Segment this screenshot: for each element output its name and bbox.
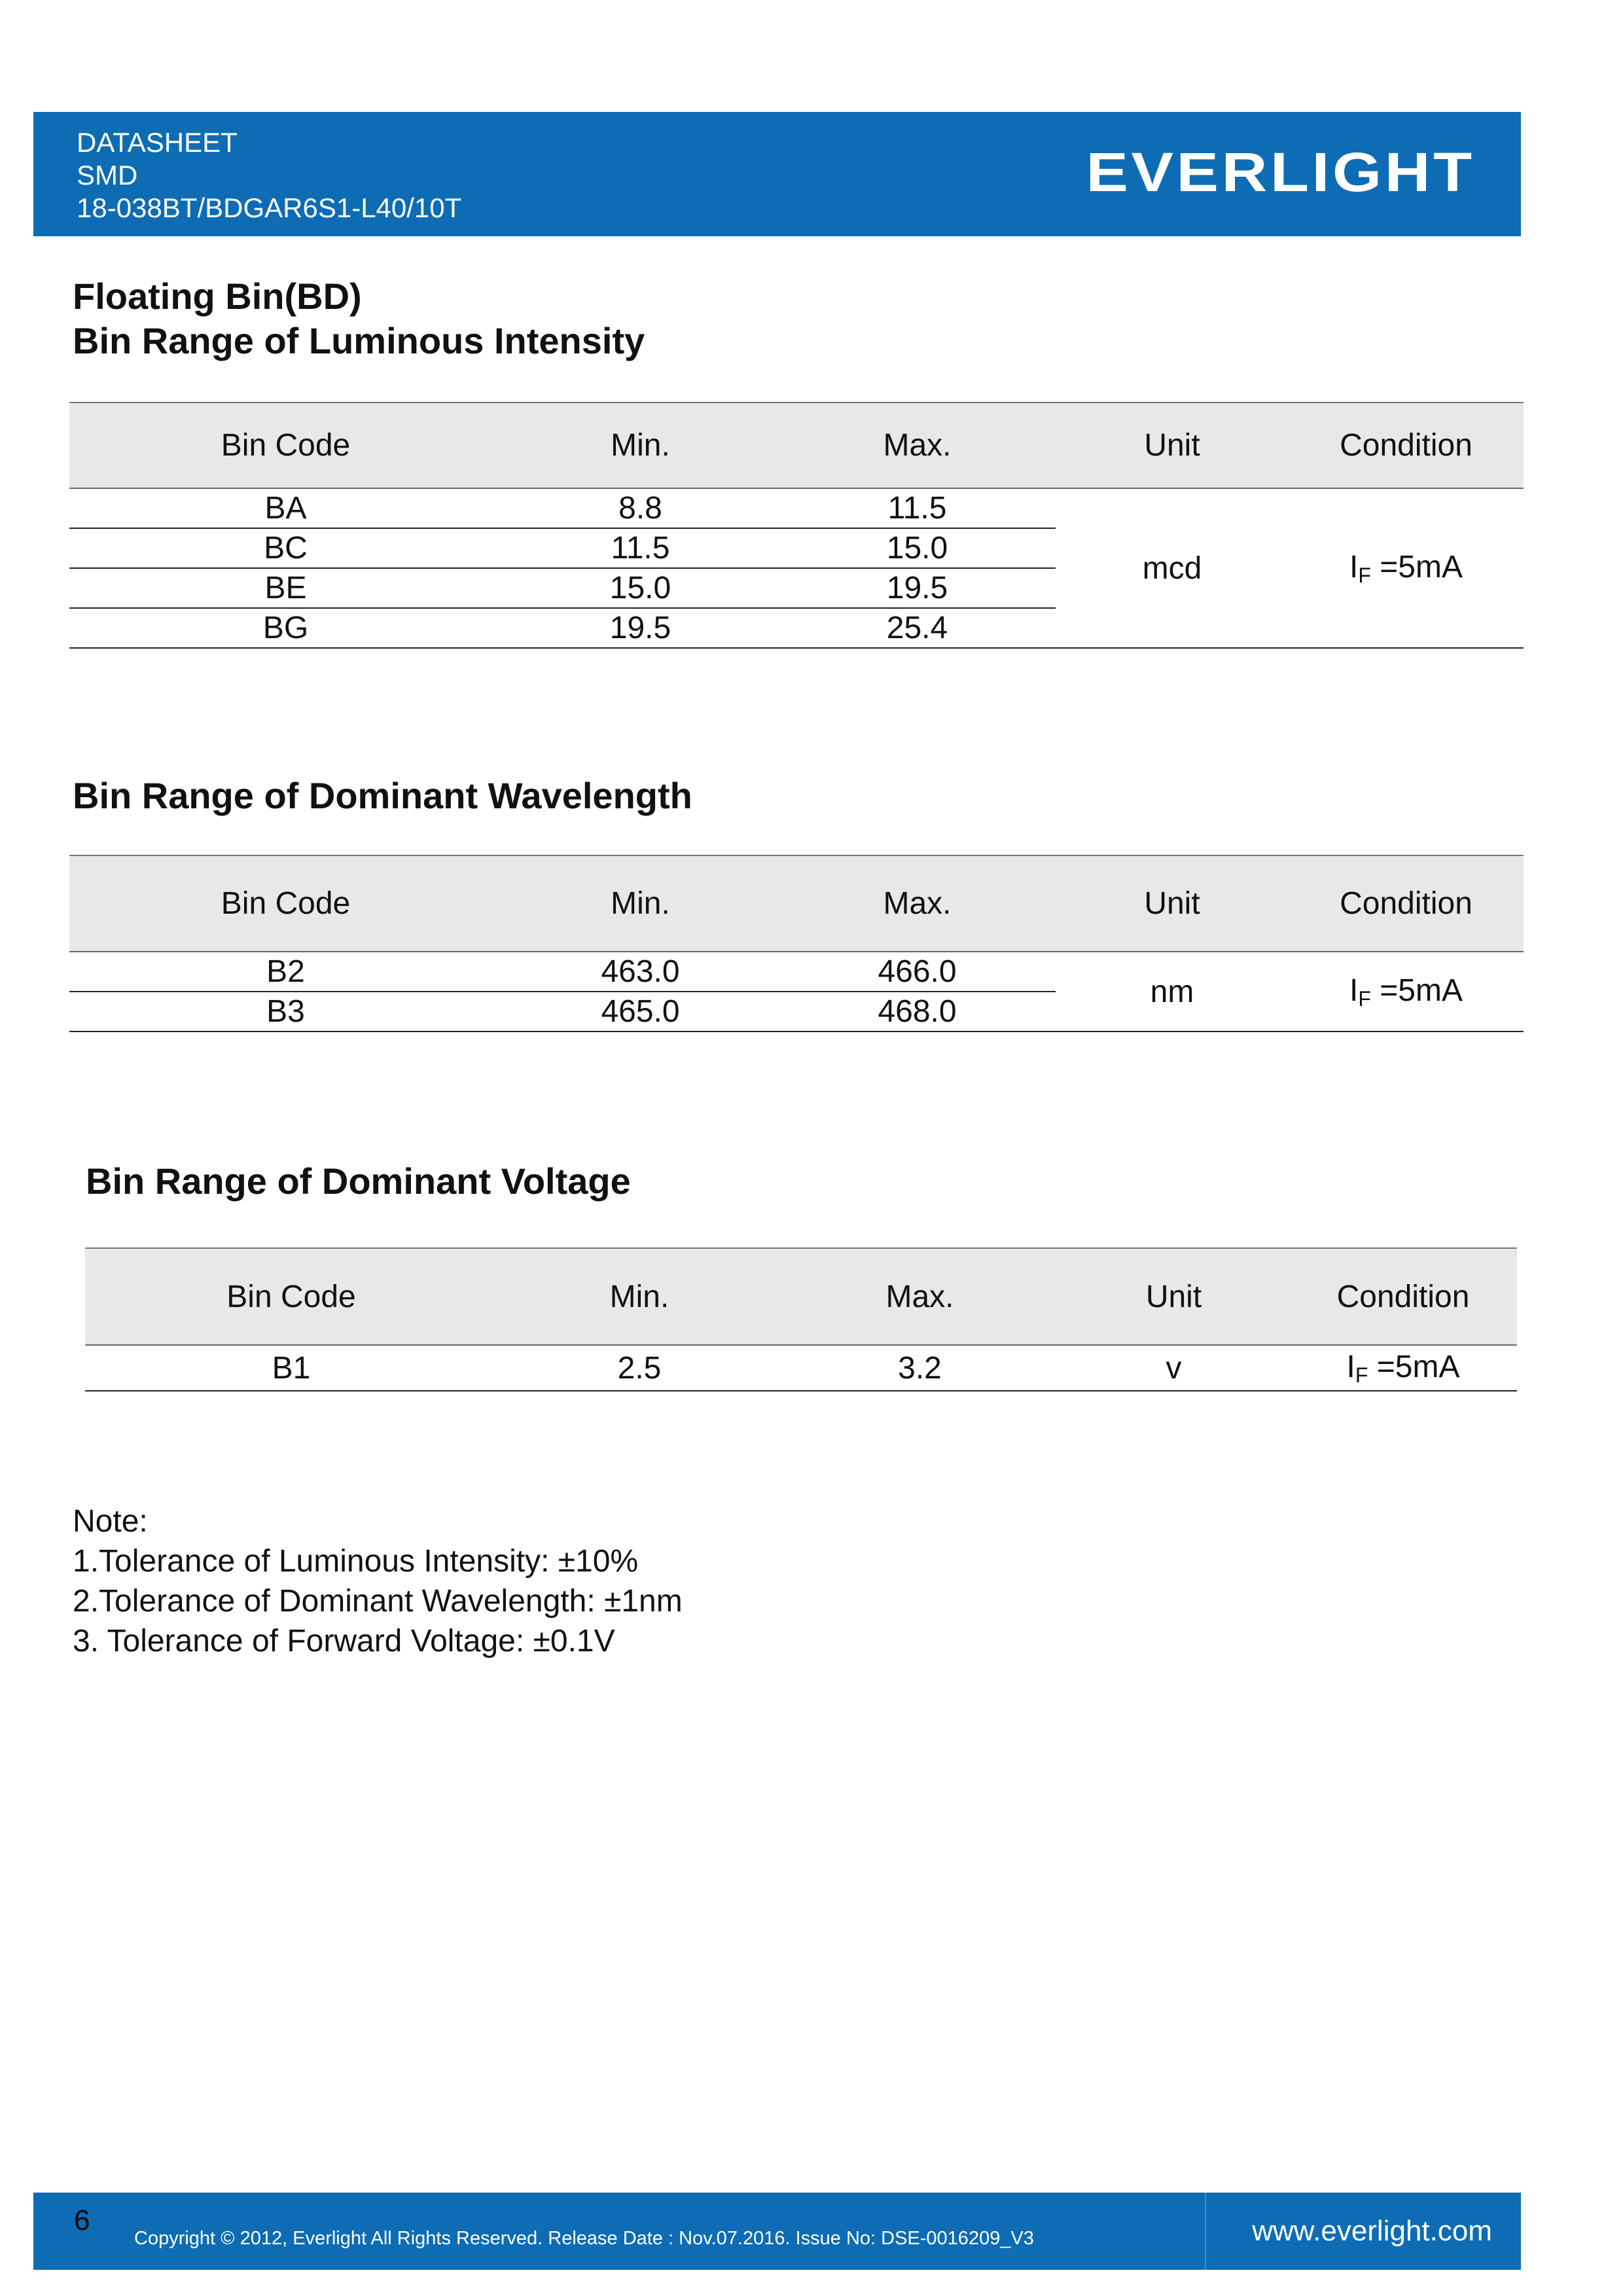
condition-value: =5mA bbox=[1368, 1349, 1460, 1384]
copyright-text: Copyright © 2012, Everlight All Rights Reserved. Release Date : Nov.07.2016. Issue No: DSE-0016209_V3 bbox=[134, 2228, 1034, 2249]
min-cell: 19.5 bbox=[502, 608, 779, 648]
footer-bar bbox=[33, 2193, 1521, 2270]
condition-subscript: F bbox=[1358, 986, 1371, 1011]
note-item: 3. Tolerance of Forward Voltage: ±0.1V bbox=[73, 1624, 615, 1659]
col-header: Unit bbox=[1058, 1248, 1289, 1345]
luminous-intensity-table bbox=[69, 402, 1524, 649]
bin-code-cell: BC bbox=[69, 528, 502, 568]
col-header: Min. bbox=[497, 1248, 781, 1345]
max-cell: 3.2 bbox=[781, 1345, 1058, 1391]
page-number: 6 bbox=[74, 2204, 90, 2236]
doc-type: DATASHEET bbox=[77, 127, 238, 158]
unit-cell: nm bbox=[1056, 952, 1289, 1031]
bin-code-cell: BA bbox=[69, 488, 502, 528]
condition-symbol: I bbox=[1349, 973, 1359, 1008]
col-header: Bin Code bbox=[69, 403, 502, 488]
section1-title-line2: Bin Range of Luminous Intensity bbox=[73, 320, 645, 361]
col-header: Bin Code bbox=[85, 1248, 497, 1345]
footer-divider bbox=[1205, 2193, 1206, 2270]
bin-code-cell: B3 bbox=[69, 992, 502, 1031]
section1-title-line1: Floating Bin(BD) bbox=[73, 276, 362, 317]
max-cell: 15.0 bbox=[779, 528, 1056, 568]
table-row bbox=[85, 1345, 1517, 1391]
max-cell: 11.5 bbox=[779, 488, 1056, 528]
condition-subscript: F bbox=[1355, 1363, 1368, 1387]
dominant-wavelength-table bbox=[69, 855, 1524, 1032]
note-item: 2.Tolerance of Dominant Wavelength: ±1nm bbox=[73, 1584, 683, 1619]
condition-cell bbox=[1289, 488, 1524, 648]
package-type: SMD bbox=[77, 160, 138, 190]
bin-code-cell: BE bbox=[69, 568, 502, 608]
col-header: Condition bbox=[1289, 1248, 1517, 1345]
max-cell: 466.0 bbox=[779, 952, 1056, 992]
table-row bbox=[69, 488, 1524, 528]
table-row bbox=[69, 952, 1524, 992]
note-item: 1.Tolerance of Luminous Intensity: ±10% bbox=[73, 1544, 639, 1579]
header-meta bbox=[77, 126, 461, 224]
col-header: Min. bbox=[502, 403, 779, 488]
condition-subscript: F bbox=[1358, 563, 1371, 587]
condition-value: =5mA bbox=[1370, 973, 1463, 1008]
col-header: Min. bbox=[502, 855, 779, 952]
bin-code-cell: B2 bbox=[69, 952, 502, 992]
max-cell: 25.4 bbox=[779, 608, 1056, 648]
table-header-row bbox=[85, 1248, 1517, 1345]
bin-code-cell: B1 bbox=[85, 1345, 497, 1391]
section3-title: Bin Range of Dominant Voltage bbox=[86, 1160, 631, 1202]
dominant-voltage-table bbox=[85, 1247, 1517, 1391]
condition-symbol: I bbox=[1346, 1349, 1355, 1384]
table-header-row bbox=[69, 855, 1524, 952]
notes-block bbox=[73, 1501, 683, 1661]
bin-code-cell: BG bbox=[69, 608, 502, 648]
max-cell: 468.0 bbox=[779, 992, 1056, 1031]
col-header: Condition bbox=[1289, 855, 1524, 952]
condition-symbol: I bbox=[1349, 549, 1359, 584]
everlight-logo: EVERLIGHT bbox=[1086, 141, 1475, 203]
unit-cell: v bbox=[1058, 1345, 1289, 1391]
col-header: Condition bbox=[1289, 403, 1524, 488]
col-header: Max. bbox=[781, 1248, 1058, 1345]
section1-title bbox=[73, 274, 645, 363]
min-cell: 465.0 bbox=[502, 992, 779, 1031]
col-header: Max. bbox=[779, 403, 1056, 488]
col-header: Unit bbox=[1056, 403, 1289, 488]
min-cell: 8.8 bbox=[502, 488, 779, 528]
min-cell: 11.5 bbox=[502, 528, 779, 568]
table-header-row bbox=[69, 403, 1524, 488]
header-banner bbox=[33, 112, 1521, 236]
min-cell: 2.5 bbox=[497, 1345, 781, 1391]
part-number: 18-038BT/BDGAR6S1-L40/10T bbox=[77, 192, 462, 223]
notes-title: Note: bbox=[73, 1504, 148, 1539]
max-cell: 19.5 bbox=[779, 568, 1056, 608]
min-cell: 15.0 bbox=[502, 568, 779, 608]
col-header: Bin Code bbox=[69, 855, 502, 952]
condition-cell bbox=[1289, 952, 1524, 1031]
website-link[interactable]: www.everlight.com bbox=[1252, 2215, 1492, 2247]
condition-value: =5mA bbox=[1370, 549, 1463, 584]
condition-cell bbox=[1289, 1345, 1517, 1391]
min-cell: 463.0 bbox=[502, 952, 779, 992]
col-header: Max. bbox=[779, 855, 1056, 952]
unit-cell: mcd bbox=[1056, 488, 1289, 648]
section2-title: Bin Range of Dominant Wavelength bbox=[73, 775, 692, 816]
col-header: Unit bbox=[1056, 855, 1289, 952]
